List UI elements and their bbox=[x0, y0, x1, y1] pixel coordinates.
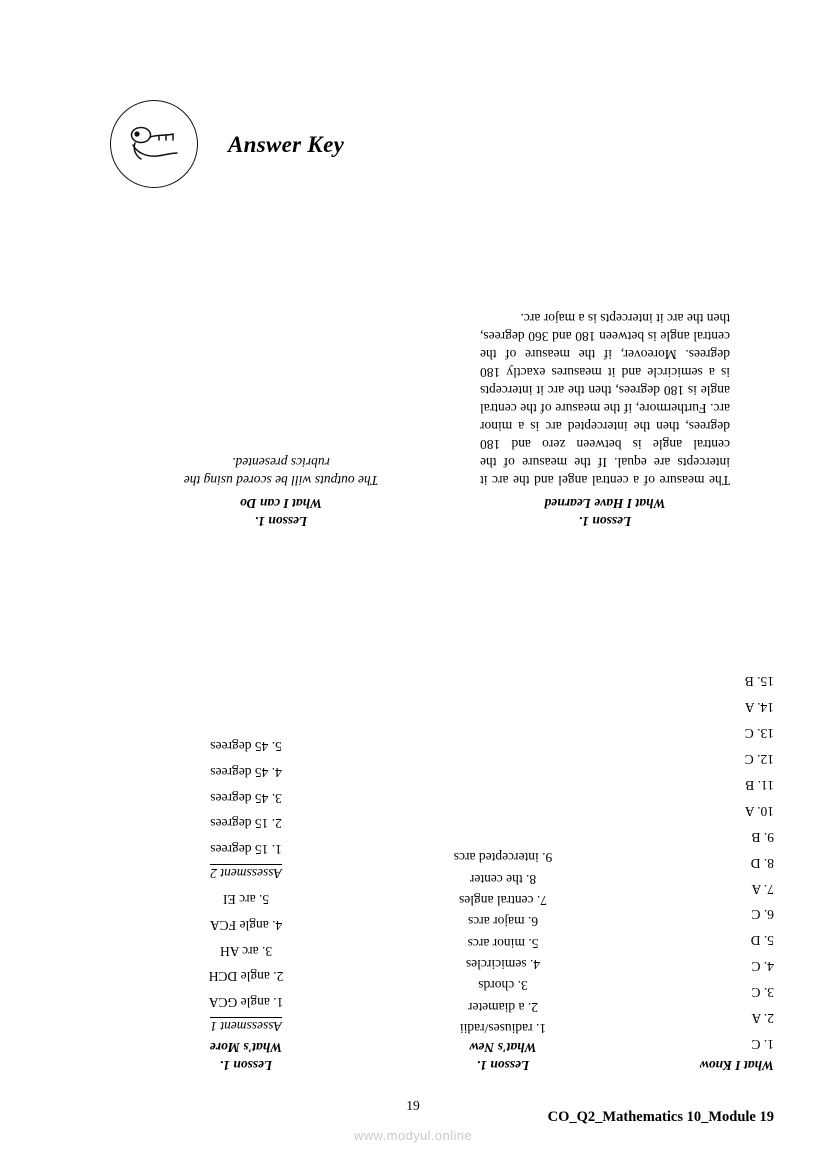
list-item: 4. 45 degrees bbox=[210, 764, 282, 780]
list-item: 4. semicircles bbox=[465, 957, 541, 973]
list-item: 10. A bbox=[744, 803, 774, 819]
list-item: 15. B bbox=[744, 674, 774, 690]
watermark: www.modyul.online bbox=[353, 1128, 473, 1143]
what-i-can-do-heading: What I can Do bbox=[239, 496, 323, 511]
what-i-have-learned-lesson: Lesson 1. bbox=[578, 514, 632, 529]
list-item: 8. D bbox=[750, 855, 774, 871]
list-item: 9. B bbox=[751, 829, 774, 845]
assessment-1-list bbox=[136, 887, 356, 1015]
list-item: 14. A bbox=[744, 700, 774, 716]
list-item: 3. C bbox=[751, 985, 774, 1001]
list-item: 1. C bbox=[751, 1037, 774, 1052]
what-i-know-heading: What I Know bbox=[699, 1058, 774, 1073]
list-item: 2. angle DCH bbox=[208, 969, 284, 985]
what-i-have-learned-paragraph: The measure of a central angel and the arc it intercepts are equal. If the measure of the central angle is between zero and 180 degrees, then the intercepted arc is a minor arc. Furthermore, if the measure of the central angle is 180 degrees, then the arc it intercepts is a semicircle and it measures exactly 180 degrees. Moreover, if the measure of the central angle is between 180 and 360 degrees, then the arc it intercepts is a major arc. bbox=[480, 311, 730, 488]
list-item: 1. radiuses/radii bbox=[459, 1021, 547, 1036]
list-item: 5. 45 degrees bbox=[210, 739, 282, 755]
list-item: 4. angle FCA bbox=[209, 918, 283, 934]
what-i-can-do-lesson: Lesson 1. bbox=[254, 514, 308, 529]
assessment-1-label: Assessment 1 bbox=[210, 1019, 282, 1034]
list-item: 1. 15 degrees bbox=[210, 841, 282, 857]
list-item: 7. central angles bbox=[458, 893, 548, 909]
list-item: 9. intercepted arcs bbox=[453, 850, 553, 866]
list-item: 2. 15 degrees bbox=[210, 816, 282, 832]
section-what-i-know bbox=[654, 668, 774, 1073]
section-what-i-have-learned bbox=[480, 309, 730, 529]
whats-new-lesson: Lesson 1. bbox=[476, 1058, 530, 1073]
assessment-2-list bbox=[136, 734, 356, 862]
list-item: 2. a diameter bbox=[467, 999, 539, 1015]
section-whats-new bbox=[408, 847, 598, 1073]
what-i-can-do-note: The outputs will be scored using the rubrics presented. bbox=[183, 454, 379, 488]
whats-new-heading: What's New bbox=[469, 1040, 537, 1055]
section-what-i-can-do bbox=[176, 453, 386, 529]
assessment-2-label: Assessment 2 bbox=[210, 865, 282, 881]
page-title: Answer Key bbox=[228, 132, 345, 157]
list-item: 5. arc EI bbox=[222, 892, 270, 908]
what-i-know-list bbox=[654, 668, 774, 1057]
list-item: 6. C bbox=[751, 907, 774, 923]
list-item: 2. A bbox=[751, 1011, 774, 1027]
list-item: 13. C bbox=[744, 726, 774, 742]
section-whats-more bbox=[136, 734, 356, 1073]
list-item: 7. A bbox=[751, 881, 774, 897]
whats-new-list bbox=[408, 847, 598, 1039]
list-item: 3. arc AH bbox=[219, 943, 273, 959]
list-item: 11. B bbox=[745, 777, 774, 793]
what-i-have-learned-heading: What I Have Learned bbox=[544, 496, 666, 511]
list-item: 3. chords bbox=[478, 978, 528, 994]
list-item: 8. the center bbox=[469, 871, 537, 887]
list-item: 12. C bbox=[744, 752, 774, 768]
list-item: 5. minor arcs bbox=[467, 935, 539, 951]
page-number: 19 bbox=[406, 1098, 420, 1113]
list-item: 5. D bbox=[750, 933, 774, 949]
list-item: 1. angle GCA bbox=[208, 995, 284, 1010]
whats-more-heading: What's More bbox=[209, 1040, 283, 1055]
list-item: 6. major arcs bbox=[467, 914, 539, 930]
list-item: 4. C bbox=[751, 959, 774, 975]
list-item: 3. 45 degrees bbox=[210, 790, 282, 806]
footer-module-code: CO_Q2_Mathematics 10_Module 19 bbox=[547, 1109, 774, 1125]
whats-more-lesson: Lesson 1. bbox=[219, 1058, 273, 1073]
